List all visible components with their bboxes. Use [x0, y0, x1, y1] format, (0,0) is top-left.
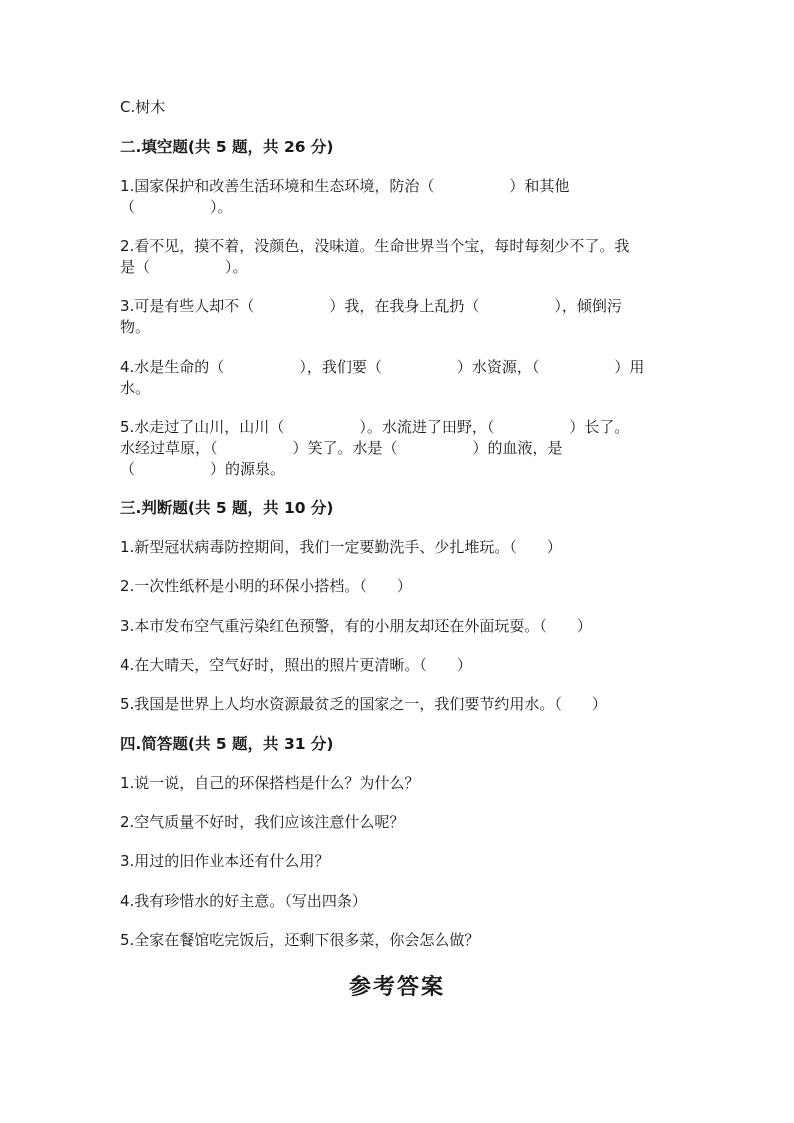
fill-question-3-line-2: 物。 — [120, 318, 151, 336]
judge-question-3: 3.本市发布空气重污染红色预警，有的小朋友却还在外面玩耍。（ ） — [120, 617, 592, 635]
fill-question-1-line-2: （ ）。 — [120, 198, 233, 216]
section-3-heading: 三.判断题(共 5 题，共 10 分) — [120, 499, 334, 517]
fill-question-2-line-1: 2.看不见，摸不着，没颜色，没味道。生命世界当个宝，每时每刻少不了。我 — [120, 237, 630, 255]
option-c-text: C.树木 — [120, 98, 166, 116]
fill-question-3-line-1: 3.可是有些人却不（ ）我，在我身上乱扔（ ），倾倒污 — [120, 297, 622, 315]
fill-question-5-line-3: （ ）的源泉。 — [120, 460, 286, 478]
short-answer-question-1: 1.说一说，自己的环保搭档是什么？为什么？ — [120, 774, 420, 792]
fill-question-4-line-2: 水。 — [120, 379, 151, 397]
short-answer-question-3: 3.用过的旧作业本还有什么用？ — [120, 852, 330, 870]
judge-question-5: 5.我国是世界上人均水资源最贫乏的国家之一，我们要节约用水。（ ） — [120, 695, 607, 713]
fill-question-2-line-2: 是（ ）。 — [120, 258, 248, 276]
fill-question-5-line-1: 5.水走过了山川，山川（ ）。水流进了田野，（ ）长了。 — [120, 418, 630, 436]
short-answer-question-2: 2.空气质量不好时，我们应该注意什么呢？ — [120, 813, 405, 831]
judge-question-2: 2.一次性纸杯是小明的环保小搭档。（ ） — [120, 577, 412, 595]
answer-key-title: 参考答案 — [348, 974, 445, 1000]
fill-question-5-line-2: 水经过草原，（ ）笑了。水是（ ）的血液，是 — [120, 439, 563, 457]
judge-question-4: 4.在大晴天，空气好时，照出的照片更清晰。（ ） — [120, 656, 472, 674]
short-answer-question-5: 5.全家在餐馆吃完饭后，还剩下很多菜，你会怎么做？ — [120, 931, 480, 949]
judge-question-1: 1.新型冠状病毒防控期间，我们一定要勤洗手、少扎堆玩。（ ） — [120, 538, 562, 556]
section-2-heading: 二.填空题(共 5 题，共 26 分) — [120, 138, 334, 156]
fill-question-1-line-1: 1.国家保护和改善生活环境和生态环境，防治（ ）和其他 — [120, 177, 570, 195]
section-4-heading: 四.简答题(共 5 题，共 31 分) — [120, 735, 334, 753]
fill-question-4-line-1: 4.水是生命的（ ），我们要（ ）水资源，（ ）用 — [120, 358, 645, 376]
short-answer-question-4: 4.我有珍惜水的好主意。（写出四条） — [120, 892, 367, 910]
